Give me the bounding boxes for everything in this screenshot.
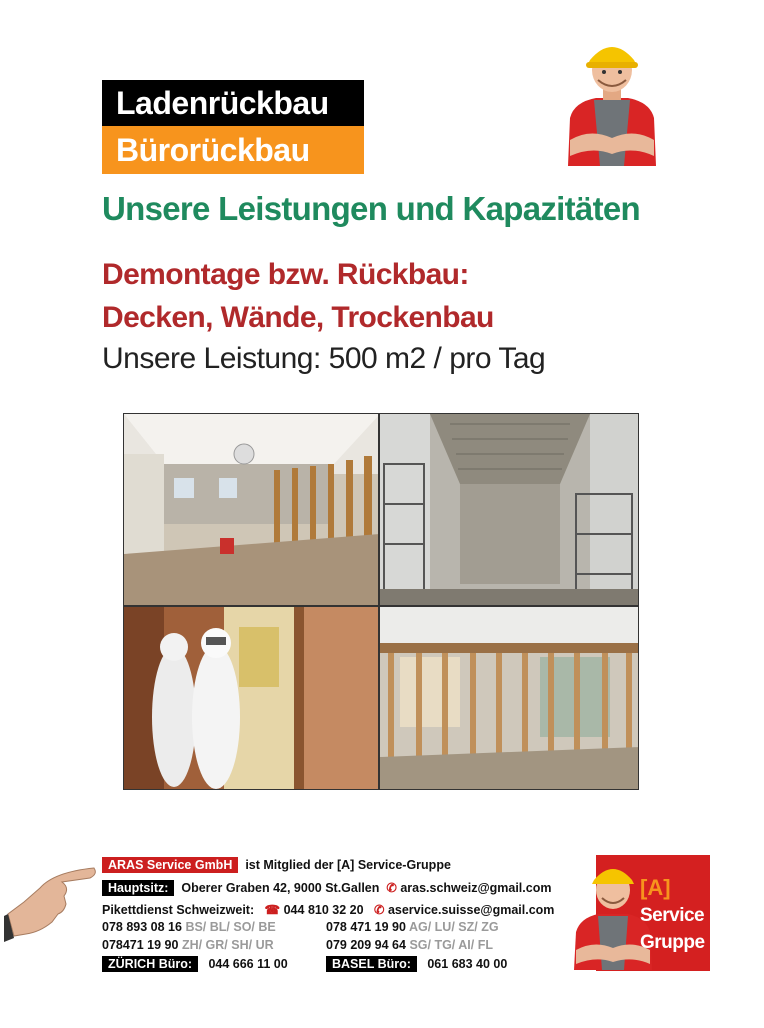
picket-row: [102, 902, 554, 917]
title-ladenrueckbau: Ladenrückbau: [102, 80, 364, 126]
region-row-4: [326, 938, 493, 952]
photo-room-demolition: [123, 413, 379, 606]
region-codes: ZH/ GR/ SH/ UR: [181, 938, 274, 952]
region-codes: BS/ BL/ SO/ BE: [185, 920, 276, 934]
email-primary[interactable]: aras.schweiz@gmail.com: [400, 881, 552, 895]
region-phone[interactable]: 078 471 19 90: [326, 920, 406, 934]
email-icon: ✆: [373, 903, 385, 917]
company-name: ARAS Service GmbH: [102, 857, 238, 873]
company-row: [102, 858, 451, 872]
email-icon: ✆: [386, 881, 397, 895]
brand-gruppe: Gruppe: [640, 932, 705, 953]
title-bueroerueckbau: Bürorückbau: [102, 126, 364, 174]
phone-icon: ☎: [264, 903, 281, 917]
zurich-phone[interactable]: 044 666 11 00: [208, 957, 288, 971]
region-codes: SG/ TG/ AI/ FL: [409, 938, 494, 952]
email-secondary[interactable]: aservice.suisse@gmail.com: [387, 903, 555, 917]
subheading-decken: Decken, Wände, Trockenbau: [102, 301, 494, 334]
worker-illustration: [560, 38, 664, 166]
region-phone[interactable]: 078 893 08 16: [102, 920, 182, 934]
photo-ceiling-scaffold: [379, 413, 639, 606]
brand-a: [A]: [640, 875, 671, 900]
region-phone[interactable]: 079 209 94 64: [326, 938, 406, 952]
basel-label: BASEL Büro:: [326, 956, 417, 972]
region-phone[interactable]: 078471 19 90: [102, 938, 179, 952]
picket-label: Pikettdienst Schweizweit:: [102, 903, 255, 917]
photo-wall-studs: [379, 606, 639, 790]
basel-row: [326, 957, 507, 971]
photo-protective-suits: [123, 606, 379, 790]
hq-label: Hauptsitz:: [102, 880, 174, 896]
pointing-hand-icon: [4, 858, 98, 942]
region-codes: AG/ LU/ SZ/ ZG: [408, 920, 499, 934]
region-row-1: [102, 920, 276, 934]
capacity-text: Unsere Leistung: 500 m2 / pro Tag: [102, 342, 546, 375]
picket-phone[interactable]: 044 810 32 20: [283, 903, 364, 917]
zurich-label: ZÜRICH Büro:: [102, 956, 198, 972]
member-text: ist Mitglied der [A] Service-Gruppe: [245, 858, 451, 872]
subheading-demontage: Demontage bzw. Rückbau:: [102, 258, 469, 291]
hq-address: Oberer Graben 42, 9000 St.Gallen: [181, 881, 380, 895]
zurich-row: [102, 957, 288, 971]
region-row-3: [102, 938, 274, 952]
basel-phone[interactable]: 061 683 40 00: [427, 957, 508, 971]
hq-row: [102, 880, 551, 895]
brand-service: Service: [640, 905, 705, 926]
region-row-2: [326, 920, 499, 934]
headline: Unsere Leistungen und Kapazitäten: [102, 190, 640, 227]
